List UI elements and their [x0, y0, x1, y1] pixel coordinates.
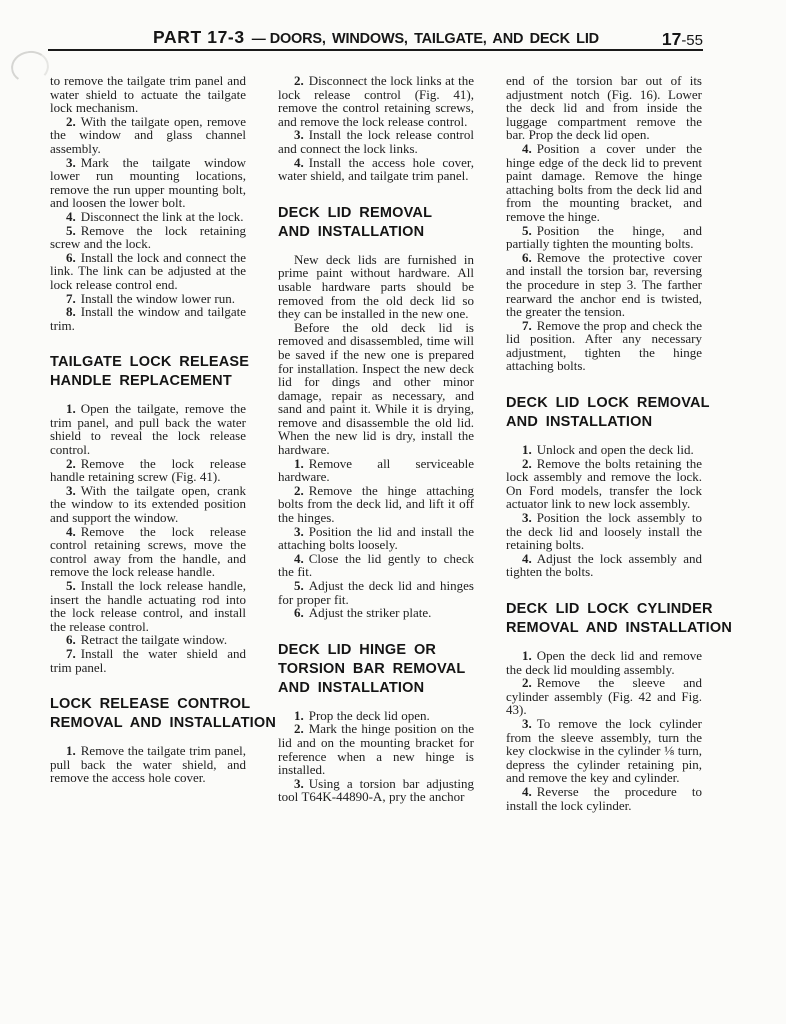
page-number: [662, 29, 703, 50]
step-number: 6.: [522, 249, 532, 265]
body-paragraph: New deck lids are furnished in prime paint without hardware. All usable hardware parts should be removed from the old deck lid so they can be installed in the new one.: [278, 251, 474, 322]
step-number: 1.: [66, 401, 76, 417]
procedure-step: 1. Open the tailgate, remove the trim panel, and pull back the water shield to reveal the lock release control.: [50, 401, 246, 458]
step-number: 2.: [66, 455, 76, 471]
step-number: 1.: [294, 455, 304, 471]
header-rule: [48, 49, 703, 51]
step-number: 2.: [522, 675, 532, 691]
section-heading-line: TAILGATE LOCK RELEASE: [50, 354, 250, 371]
section-heading-line: DECK LID LOCK CYLINDER: [506, 601, 713, 617]
procedure-step: 7. Install the water shield and trim panel.: [50, 645, 246, 675]
text-column: [278, 74, 474, 812]
section-heading-line: LOCK RELEASE CONTROL: [50, 696, 251, 713]
step-number: 5.: [66, 222, 76, 238]
procedure-step: 2. Mark the hinge position on the lid and on the mounting bracket for reference when a new hinge is installed.: [278, 721, 474, 778]
section-heading-line: HANDLE REPLACEMENT: [50, 373, 232, 390]
step-number: 5.: [522, 222, 532, 238]
text-columns: [50, 73, 733, 813]
procedure-step: 1. Remove all serviceable hardware.: [278, 455, 474, 485]
procedure-step: 2. Remove the bolts retaining the lock assembly and remove the lock. On Ford models, transfer the lock actuator link to new lock assembly.: [506, 455, 702, 512]
step-number: 4.: [522, 140, 532, 156]
step-number: 2.: [522, 455, 532, 471]
page-title: DOORS, WINDOWS, TAILGATE, AND DECK LID: [269, 31, 599, 47]
procedure-step: 1. Unlock and open the deck lid.: [522, 442, 694, 458]
step-number: 1.: [294, 707, 304, 723]
step-number: 6.: [294, 605, 304, 621]
procedure-step: 6. Retract the tailgate window.: [66, 632, 228, 648]
step-number: 5.: [66, 578, 76, 593]
section-heading-line: DECK LID LOCK REMOVAL: [506, 395, 710, 412]
text-column: [506, 73, 733, 813]
text-column: [50, 73, 277, 812]
step-number: 3.: [66, 154, 76, 170]
step-number: 4.: [522, 550, 532, 566]
step-number: 4.: [66, 523, 76, 539]
step-number: 2.: [66, 113, 76, 129]
procedure-step: 3. Position the lock assembly to the deck lid and loosely install the retaining bolts.: [506, 510, 702, 553]
procedure-step: 6. Remove the protective cover and install the torsion bar, reversing the procedure in step 3. The farther rearward the anchor end is twisted, the greater the tension.: [506, 249, 702, 320]
procedure-step: 3. Position the lid and install the attaching bolts loosely.: [278, 523, 474, 553]
procedure-step: 6. Adjust the striker plate.: [294, 605, 432, 621]
procedure-step: 5. Install the lock release handle, insert the handle actuating rod into the lock release control, and install the release control.: [50, 578, 246, 634]
procedure-step: 6. Install the lock and connect the link. The link can be adjusted at the lock release control end.: [50, 249, 246, 292]
procedure-step: 2. Disconnect the lock links at the lock release control (Fig. 41), remove the control retaining screws, and remove the lock release control.: [278, 73, 474, 129]
step-number: 1.: [522, 648, 532, 663]
procedure-step: 1. Prop the deck lid open.: [294, 707, 430, 723]
section-heading-line: REMOVAL AND INSTALLATION: [506, 620, 733, 636]
procedure-step: 4. Disconnect the link at the lock.: [66, 208, 244, 224]
procedure-step: 4. Close the lid gently to check the fit.: [278, 550, 474, 580]
step-number: 2.: [294, 721, 304, 737]
procedure-step: 3. With the tailgate open, crank the window to its extended position and support the window.: [50, 482, 246, 526]
section-heading: [50, 353, 250, 391]
scan-artifact: [9, 49, 51, 86]
procedure-step: 3. Using a torsion bar adjusting tool T64K-44890-A, pry the anchor: [278, 775, 474, 805]
step-number: 4.: [522, 783, 532, 799]
section-heading-line: AND INSTALLATION: [278, 679, 425, 696]
step-number: 3.: [66, 482, 76, 498]
step-number: 3.: [522, 510, 532, 526]
procedure-step: 4. Adjust the lock assembly and tighten the bolts.: [506, 550, 702, 580]
step-number: 3.: [294, 127, 304, 143]
procedure-step: 3. Mark the tailgate window lower run mounting locations, remove the run upper mounting bolt, and loosen the lower bolt.: [50, 154, 246, 211]
procedure-step: 4. Remove the lock release control retaining screws, move the control away from the handle, and remove the lock release handle.: [50, 523, 246, 580]
section-heading: [278, 204, 474, 242]
step-number: 3.: [522, 715, 532, 731]
step-number: 1.: [66, 743, 76, 759]
section-heading-line: TORSION BAR REMOVAL: [278, 660, 466, 677]
step-number: 7.: [522, 317, 532, 333]
procedure-step: 7. Remove the prop and check the lid position. After any necessary adjustment, tighten the hinge attaching bolts.: [506, 317, 702, 374]
procedure-step: 3. To remove the lock cylinder from the sleeve assembly, turn the key clockwise in the cylinder ⅛ turn, depress the cylinder retaining pin, and remove the key and cylinder.: [506, 715, 702, 786]
step-number: 2.: [294, 482, 304, 498]
step-number: 6.: [66, 632, 76, 648]
section-heading: [278, 641, 474, 698]
section-heading: [506, 394, 710, 432]
procedure-step: 3. Install the lock release control and connect the lock links.: [278, 127, 474, 156]
body-paragraph: end of the torsion bar out of its adjustment notch (Fig. 16). Lower the deck lid and from inside the luggage compartment remove the bar. Prop the deck lid open.: [506, 73, 702, 143]
step-number: 4.: [66, 208, 76, 224]
procedure-step: 1. Remove the tailgate trim panel, pull back the water shield, and remove the access hole cover.: [50, 743, 246, 786]
procedure-step: 1. Open the deck lid and remove the deck lid moulding assembly.: [506, 648, 702, 677]
step-number: 4.: [294, 154, 304, 170]
body-paragraph: to remove the tailgate trim panel and water shield to actuate the tailgate lock mechanism.: [50, 73, 246, 116]
step-number: 7.: [66, 645, 76, 661]
procedure-step: 4. Reverse the procedure to install the lock cylinder.: [506, 783, 702, 813]
procedure-step: 2. With the tailgate open, remove the window and glass channel assembly.: [50, 113, 246, 156]
section-heading: [506, 600, 733, 638]
section-heading-line: DECK LID REMOVAL: [278, 204, 433, 221]
procedure-step: 8. Install the window and tailgate trim.: [50, 304, 246, 333]
section-heading-line: REMOVAL AND INSTALLATION: [50, 715, 277, 732]
procedure-step: 5. Adjust the deck lid and hinges for proper fit.: [278, 578, 474, 607]
part-number-label: PART 17-3: [153, 27, 245, 47]
step-number: 2.: [294, 73, 304, 88]
step-number: 8.: [66, 304, 76, 320]
section-heading-line: AND INSTALLATION: [506, 414, 653, 431]
step-number: 6.: [66, 249, 76, 265]
step-number: 4.: [294, 550, 304, 566]
procedure-step: 7. Install the window lower run.: [66, 290, 235, 306]
procedure-step: 2. Remove the lock release handle retaining screw (Fig. 41).: [50, 455, 246, 485]
step-number: 5.: [294, 578, 304, 593]
procedure-step: 5. Position the hinge, and partially tighten the mounting bolts.: [506, 222, 702, 252]
header-separator: —: [251, 30, 266, 46]
page-header: [48, 27, 704, 48]
procedure-step: 5. Remove the lock retaining screw and the lock.: [50, 222, 246, 252]
section-heading: [50, 695, 277, 733]
section-heading-line: DECK LID HINGE OR: [278, 641, 437, 658]
step-number: 3.: [294, 775, 304, 791]
procedure-step: 4. Position a cover under the hinge edge of the deck lid to prevent paint damage. Remove the hinge attaching bolts from the deck lid and from the mounting bracket, and remove the hinge.: [506, 140, 702, 224]
section-heading-line: AND INSTALLATION: [278, 223, 425, 240]
procedure-step: 2. Remove the sleeve and cylinder assembly (Fig. 42 and Fig. 43).: [506, 675, 702, 718]
step-number: 1.: [522, 442, 532, 458]
procedure-step: 2. Remove the hinge attaching bolts from the deck lid, and lift it off the hinges.: [278, 482, 474, 526]
step-number: 3.: [294, 523, 304, 539]
procedure-step: 4. Install the access hole cover, water shield, and tailgate trim panel.: [278, 154, 474, 184]
page-number-part: 17: [661, 29, 682, 49]
body-paragraph: Before the old deck lid is removed and disassembled, time will be saved if the new one is prepared for installation. Inspect the new deck lid for dings and other minor damage, repair as necessary, and sand and paint it. While it is drying, remove and disassemble the old lid. When the new lid is dry, install the hardware.: [278, 319, 474, 458]
step-number: 7.: [66, 290, 76, 306]
page-number-suffix: -55: [681, 32, 703, 49]
